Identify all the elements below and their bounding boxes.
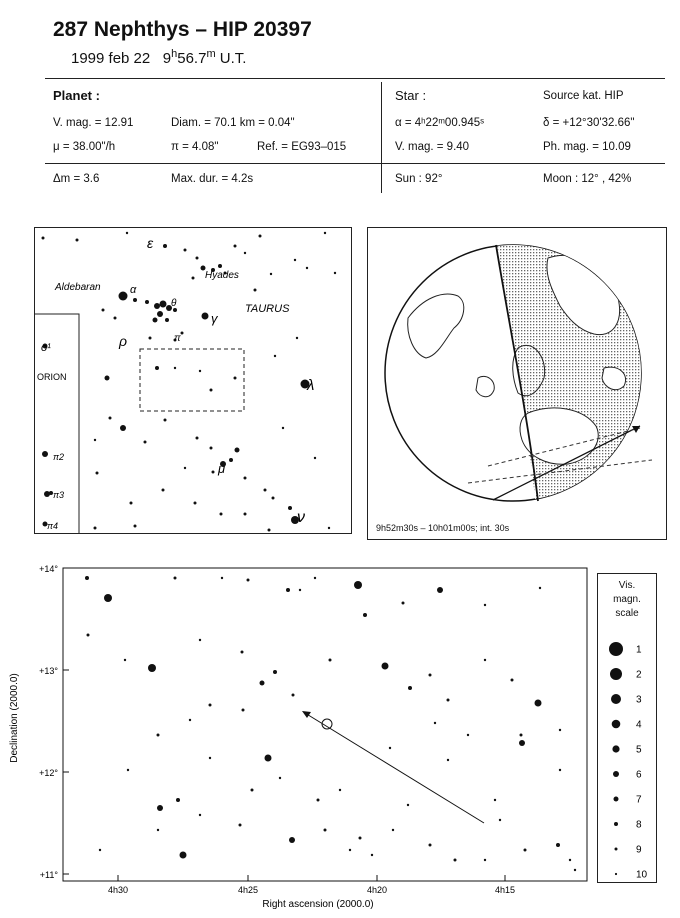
detail-star [299,589,301,591]
finder-star [244,513,247,516]
delta-mag: Δm = 3.6 [53,173,100,185]
detail-star [148,664,156,672]
scale-dot-8 [614,822,618,826]
scale-dot-7 [614,797,619,802]
star-phmag: Ph. mag. = 10.09 [543,141,631,153]
star-ra: α = 4ʰ22ᵐ00.945ˢ [395,117,485,129]
detail-star [265,755,272,762]
time-hours: 9 [162,50,172,67]
scale-dot-4 [612,720,621,729]
detail-star [535,700,542,707]
scale-dot-1 [609,642,623,656]
detail-star [239,824,242,827]
finder-star [96,472,99,475]
finder-star [210,447,213,450]
magnitude-scale [597,573,657,883]
detail-star [157,805,163,811]
finder-star [184,249,187,252]
finder-star [244,477,247,480]
finder-star [105,376,110,381]
finder-star [94,439,96,441]
label-mu: μ [218,461,226,476]
finder-star [282,427,284,429]
globe-caption: 9h52m30s – 10h01m00s; int. 30s [376,523,510,533]
detail-star [174,577,177,580]
detail-star [289,837,295,843]
detail-star [447,699,450,702]
label-pi3: π3 [53,490,65,500]
finder-star [162,489,165,492]
star-dec: δ = +12°30'32.66" [543,117,635,129]
detail-star [382,663,389,670]
detail-star [99,849,101,851]
finder-star [210,389,213,392]
finder-star [306,267,308,269]
xtick-4h30: 4h30 [107,885,129,895]
detail-star [199,814,201,816]
detail-star [157,734,160,737]
finder-star [130,502,133,505]
ytick-13: +13° [39,666,58,676]
page-title: 287 Nephthys – HIP 20397 [53,18,312,41]
finder-star [328,527,330,529]
detail-star [467,734,469,736]
finder-star [196,437,199,440]
scale-label-4: 4 [636,719,642,731]
finder-star [144,441,147,444]
field-of-view-box [140,349,244,411]
detail-star [85,576,89,580]
finder-star [259,235,262,238]
detail-star [329,659,332,662]
finder-star [192,277,195,280]
detail-star [209,704,212,707]
finder-star [202,313,209,320]
finder-star [334,272,336,274]
time-hours-unit: h [171,48,178,60]
header-divider-bottom [45,163,665,164]
scale-dot-5 [612,745,619,752]
detail-star [273,670,277,674]
event-date: 1999 feb 22 [71,50,151,67]
detail-star [104,594,112,602]
time-minutes: 56.7 [177,50,207,67]
finder-star [196,257,199,260]
star-vmag: V. mag. = 9.40 [395,141,470,153]
y-axis-label: Declination (2000.0) [9,673,20,763]
detail-star [437,587,443,593]
ytick-12: +12° [39,768,58,778]
label-omicron1: o¹ [41,342,51,354]
header-divider-mid [381,82,382,193]
label-aldebaran: Aldebaran [55,282,101,293]
finder-star [42,237,45,240]
planet-parallax: π = 4.08" [171,141,219,153]
finder-star [274,355,276,357]
detail-star [484,604,486,606]
detail-star [221,577,223,579]
xtick-4h15: 4h15 [494,885,516,895]
scale-label-9: 9 [636,844,642,856]
detail-star [176,798,180,802]
detail-star [559,729,561,731]
scale-dot-6 [613,771,619,777]
scale-title-3: scale [615,608,639,619]
detail-star [407,804,409,806]
finder-star [119,292,128,301]
moon-info: Moon : 12° , 42% [543,173,632,185]
detail-star [494,799,496,801]
detail-star [511,679,514,682]
detail-star [127,769,129,771]
finder-chart-svg [35,228,351,533]
detail-star [286,588,290,592]
xtick-4h20: 4h20 [366,885,388,895]
finder-star [199,370,201,372]
label-nu: ν [297,509,305,526]
detail-star [292,694,295,697]
max-duration: Max. dur. = 4.2s [171,173,254,185]
detail-chart [0,560,680,913]
finder-star [102,309,105,312]
label-pi: π [174,333,181,344]
globe-svg [368,228,666,539]
detail-star [251,789,254,792]
scale-label-7: 7 [636,794,642,806]
detail-chart-frame [63,568,587,881]
detail-star [324,829,327,832]
detail-star [279,777,281,779]
finder-star [164,419,167,422]
finder-chart [34,227,352,534]
detail-star [314,577,316,579]
detail-star [241,651,244,654]
header-divider-top [45,78,665,79]
finder-star [133,298,137,302]
label-theta: θ [171,298,177,309]
detail-star [189,719,191,721]
detail-star [574,869,576,871]
finder-star [294,259,296,261]
finder-star [155,366,159,370]
star-heading: Star : [395,88,427,103]
detail-star [209,757,211,759]
globe-panel [367,227,667,540]
detail-star [556,843,560,847]
detail-star [242,709,245,712]
label-rho: ρ [119,333,128,349]
label-hyades: Hyades [205,270,239,281]
finder-star [234,377,237,380]
detail-star [354,581,362,589]
detail-chart-svg [0,560,680,913]
finder-star [324,232,326,234]
detail-star [363,613,367,617]
detail-star [499,819,501,821]
planet-vmag: V. mag. = 12.91 [53,117,134,129]
label-taurus: TAURUS [245,303,290,315]
finder-star [218,264,222,268]
planet-motion: μ = 38.00"/h [53,141,116,153]
detail-star [434,722,436,724]
finder-star [149,337,152,340]
ytick-11: +11° [39,870,58,880]
label-lambda: λ [307,377,315,394]
detail-star [429,844,432,847]
detail-star [484,859,486,861]
scale-title-1: Vis. [618,580,636,591]
finder-star [165,318,169,322]
scale-dot-3 [611,694,621,704]
scale-label-5: 5 [636,744,642,756]
label-pi4: π4 [47,521,59,531]
scale-label-6: 6 [636,769,642,781]
finder-star [109,417,112,420]
detail-star [392,829,394,831]
finder-star [244,252,246,254]
finder-star [194,502,197,505]
scale-svg [598,574,656,882]
detail-star [339,789,341,791]
finder-star [220,513,223,516]
label-pi2: π2 [53,452,65,462]
detail-star [408,686,412,690]
finder-star [126,232,128,234]
finder-star [181,332,184,335]
time-suffix: U.T. [219,50,247,67]
detail-star [524,849,527,852]
detail-star [157,829,159,831]
planet-heading: Planet : [53,88,100,103]
finder-star [163,244,167,248]
finder-star [270,273,272,275]
detail-star [180,852,187,859]
scale-label-1: 1 [636,644,642,656]
finder-star [264,489,267,492]
finder-star [154,303,160,309]
finder-star [235,448,240,453]
finder-star [134,525,137,528]
detail-star [389,747,391,749]
detail-star [247,579,250,582]
label-gamma: γ [211,311,218,326]
finder-star [229,458,233,462]
detail-star [559,769,561,771]
finder-star [314,457,316,459]
detail-star [519,740,525,746]
scale-label-3: 3 [636,694,642,706]
scale-dot-2 [610,668,622,680]
finder-star [114,317,117,320]
star-source: Source kat. HIP [543,90,624,102]
detail-star [454,859,457,862]
detail-star [359,837,362,840]
event-time [71,48,246,67]
detail-star [520,734,523,737]
detail-star [349,849,351,851]
finder-star [153,318,158,323]
sun-elongation: Sun : 92° [395,173,443,185]
scale-title-2: magn. [613,594,641,605]
detail-star [569,859,571,861]
finder-star [160,301,167,308]
scale-dot-9 [615,848,618,851]
finder-star [234,245,237,248]
detail-star [317,799,320,802]
finder-star [157,311,163,317]
label-orion: ORION [37,372,67,382]
detail-star [87,634,90,637]
finder-star [268,529,271,532]
finder-star [288,506,292,510]
finder-star [145,300,149,304]
detail-star [539,587,541,589]
finder-star [184,467,186,469]
planet-diameter: Diam. = 70.1 km = 0.04" [171,117,295,129]
scale-label-2: 2 [636,669,642,681]
finder-star [120,425,126,431]
detail-star [402,602,405,605]
finder-star [42,451,48,457]
detail-star [429,674,432,677]
detail-star [447,759,449,761]
finder-star [44,491,50,497]
time-minutes-unit: m [206,48,216,60]
x-axis-label: Right ascension (2000.0) [262,899,374,910]
label-alpha: α [130,284,137,296]
finder-star [212,471,215,474]
ytick-14: +14° [39,564,58,574]
planet-reference: Ref. = EG93–015 [257,141,347,153]
finder-star [254,289,257,292]
finder-star [174,367,176,369]
scale-dot-10 [615,873,617,875]
scale-label-10: 10 [636,869,648,881]
detail-star [371,854,373,856]
label-epsilon: ε [147,235,154,251]
finder-star [94,527,97,530]
scale-label-8: 8 [636,819,642,831]
detail-star [199,639,201,641]
detail-star [124,659,126,661]
detail-star [484,659,486,661]
finder-star [272,497,275,500]
finder-star [296,337,298,339]
detail-star [260,681,265,686]
finder-star [76,239,79,242]
xtick-4h25: 4h25 [237,885,259,895]
